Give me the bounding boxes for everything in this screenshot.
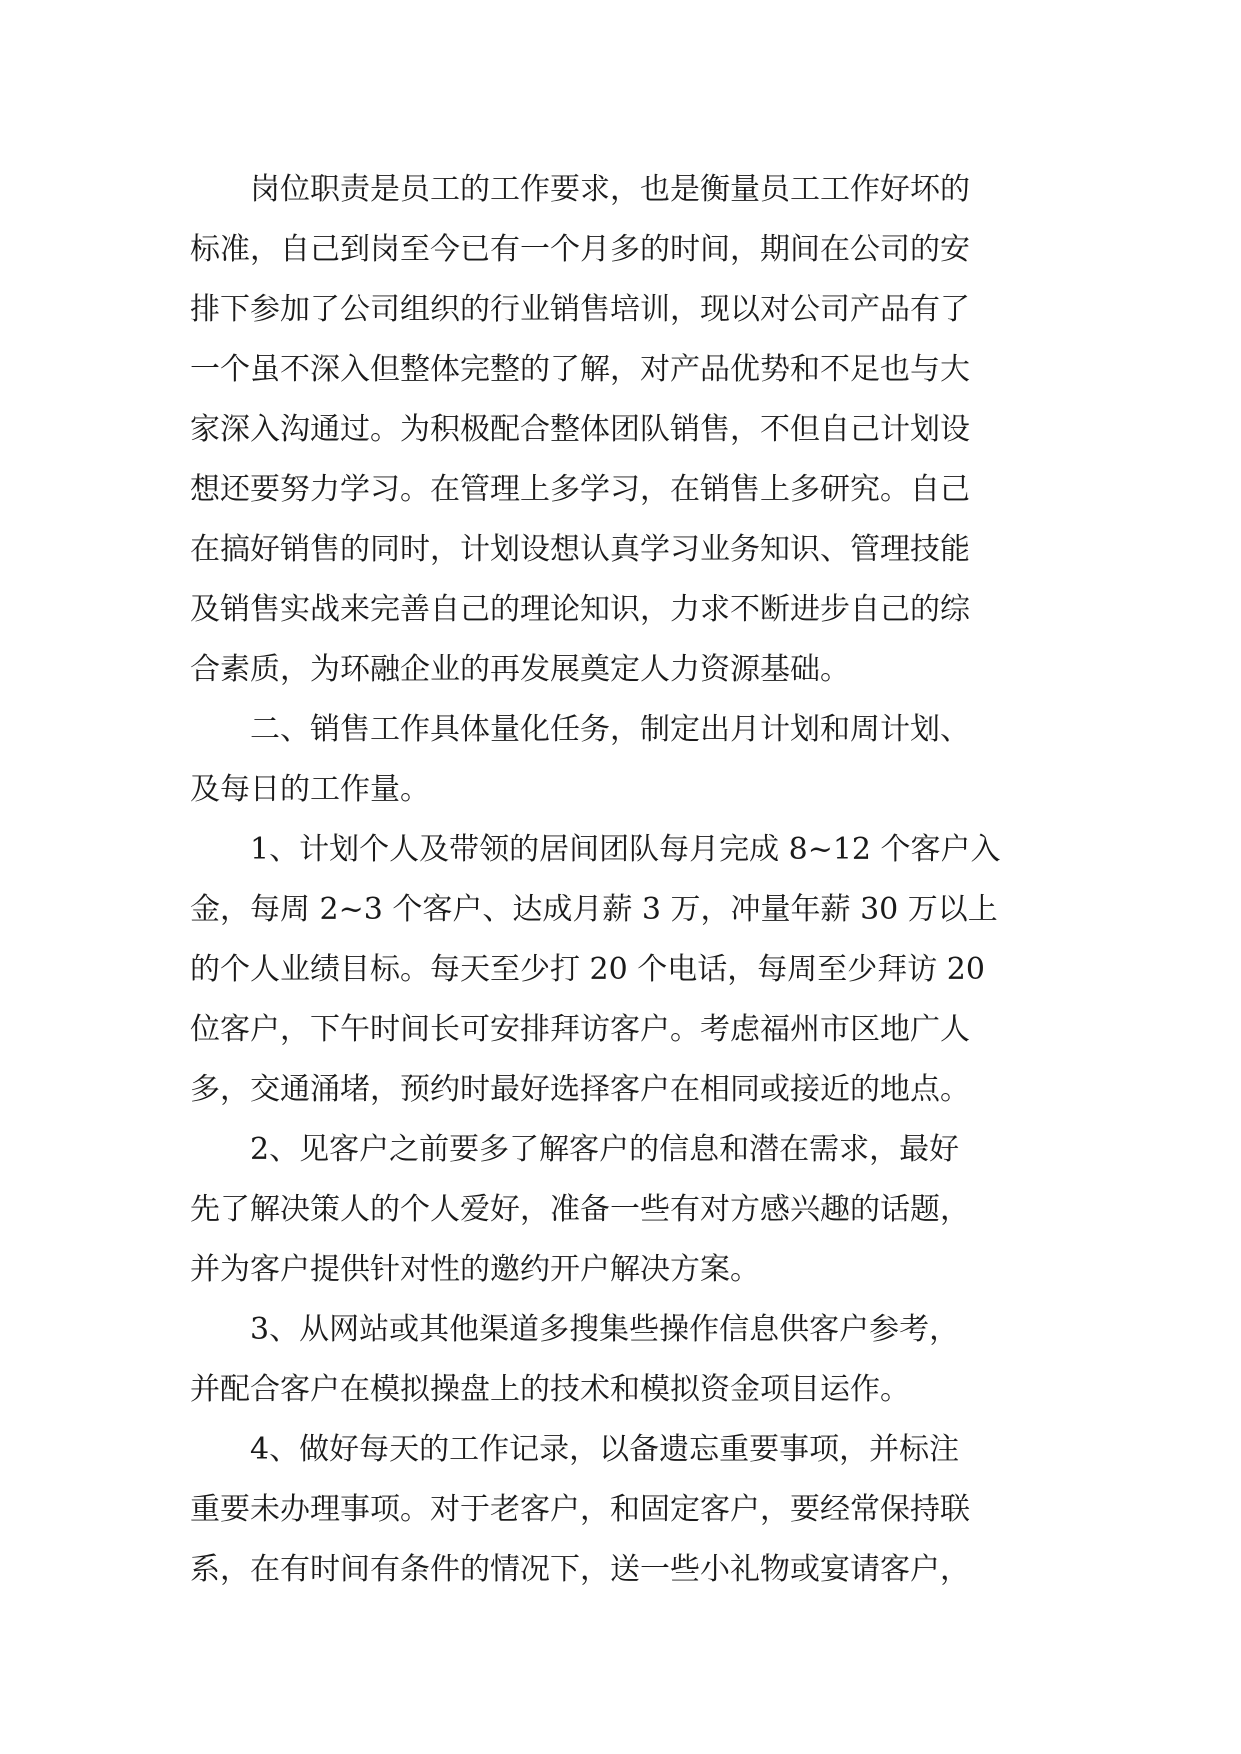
text-line: 4、做好每天的工作记录，以备遗忘重要事项，并标注 [190, 1432, 960, 1467]
text-line: 的个人业绩目标。每天至少打 20 个电话，每周至少拜访 20 [190, 952, 985, 987]
text-line: 重要未办理事项。对于老客户，和固定客户，要经常保持联 [190, 1492, 970, 1527]
text-line: 先了解决策人的个人爱好，准备一些有对方感兴趣的话题， [190, 1192, 970, 1227]
paragraph-item-2 [190, 1120, 1070, 1300]
text-line: 及每日的工作量。 [190, 772, 430, 807]
paragraph-item-3 [190, 1300, 1070, 1420]
text-line: 一个虽不深入但整体完整的了解，对产品优势和不足也与大 [190, 352, 970, 387]
text-line: 位客户，下午时间长可安排拜访客户。考虑福州市区地广人 [190, 1012, 970, 1047]
text-line: 及销售实战来完善自己的理论知识，力求不断进步自己的综 [190, 592, 970, 627]
paragraph-section-two-heading [190, 700, 1070, 820]
text-line: 3、从网站或其他渠道多搜集些操作信息供客户参考， [190, 1312, 960, 1347]
text-line: 系，在有时间有条件的情况下，送一些小礼物或宴请客户， [190, 1552, 970, 1587]
text-line: 在搞好销售的同时，计划设想认真学习业务知识、管理技能 [190, 532, 970, 567]
text-line: 并配合客户在模拟操盘上的技术和模拟资金项目运作。 [190, 1372, 910, 1407]
paragraph-item-1 [190, 820, 1070, 1120]
text-line: 想还要努力学习。在管理上多学习，在销售上多研究。自己 [190, 472, 970, 507]
document-body [190, 160, 1070, 1600]
text-line: 排下参加了公司组织的行业销售培训，现以对公司产品有了 [190, 292, 970, 327]
text-line: 合素质，为环融企业的再发展奠定人力资源基础。 [190, 652, 850, 687]
text-line: 二、销售工作具体量化任务，制定出月计划和周计划、 [190, 712, 970, 747]
paragraph-job-duties [190, 160, 1070, 700]
text-line: 并为客户提供针对性的邀约开户解决方案。 [190, 1252, 760, 1287]
text-line: 2、见客户之前要多了解客户的信息和潜在需求，最好 [190, 1132, 960, 1167]
paragraph-item-4 [190, 1420, 1070, 1600]
text-line: 岗位职责是员工的工作要求，也是衡量员工工作好坏的 [190, 172, 970, 207]
text-line: 金，每周 2~3 个客户、达成月薪 3 万，冲量年薪 30 万以上 [190, 892, 998, 927]
text-line: 多，交通涌堵，预约时最好选择客户在相同或接近的地点。 [190, 1072, 970, 1107]
text-line: 家深入沟通过。为积极配合整体团队销售，不但自己计划设 [190, 412, 970, 447]
text-line: 标准，自己到岗至今已有一个月多的时间，期间在公司的安 [190, 232, 970, 267]
text-line: 1、计划个人及带领的居间团队每月完成 8~12 个客户入 [190, 832, 1001, 867]
